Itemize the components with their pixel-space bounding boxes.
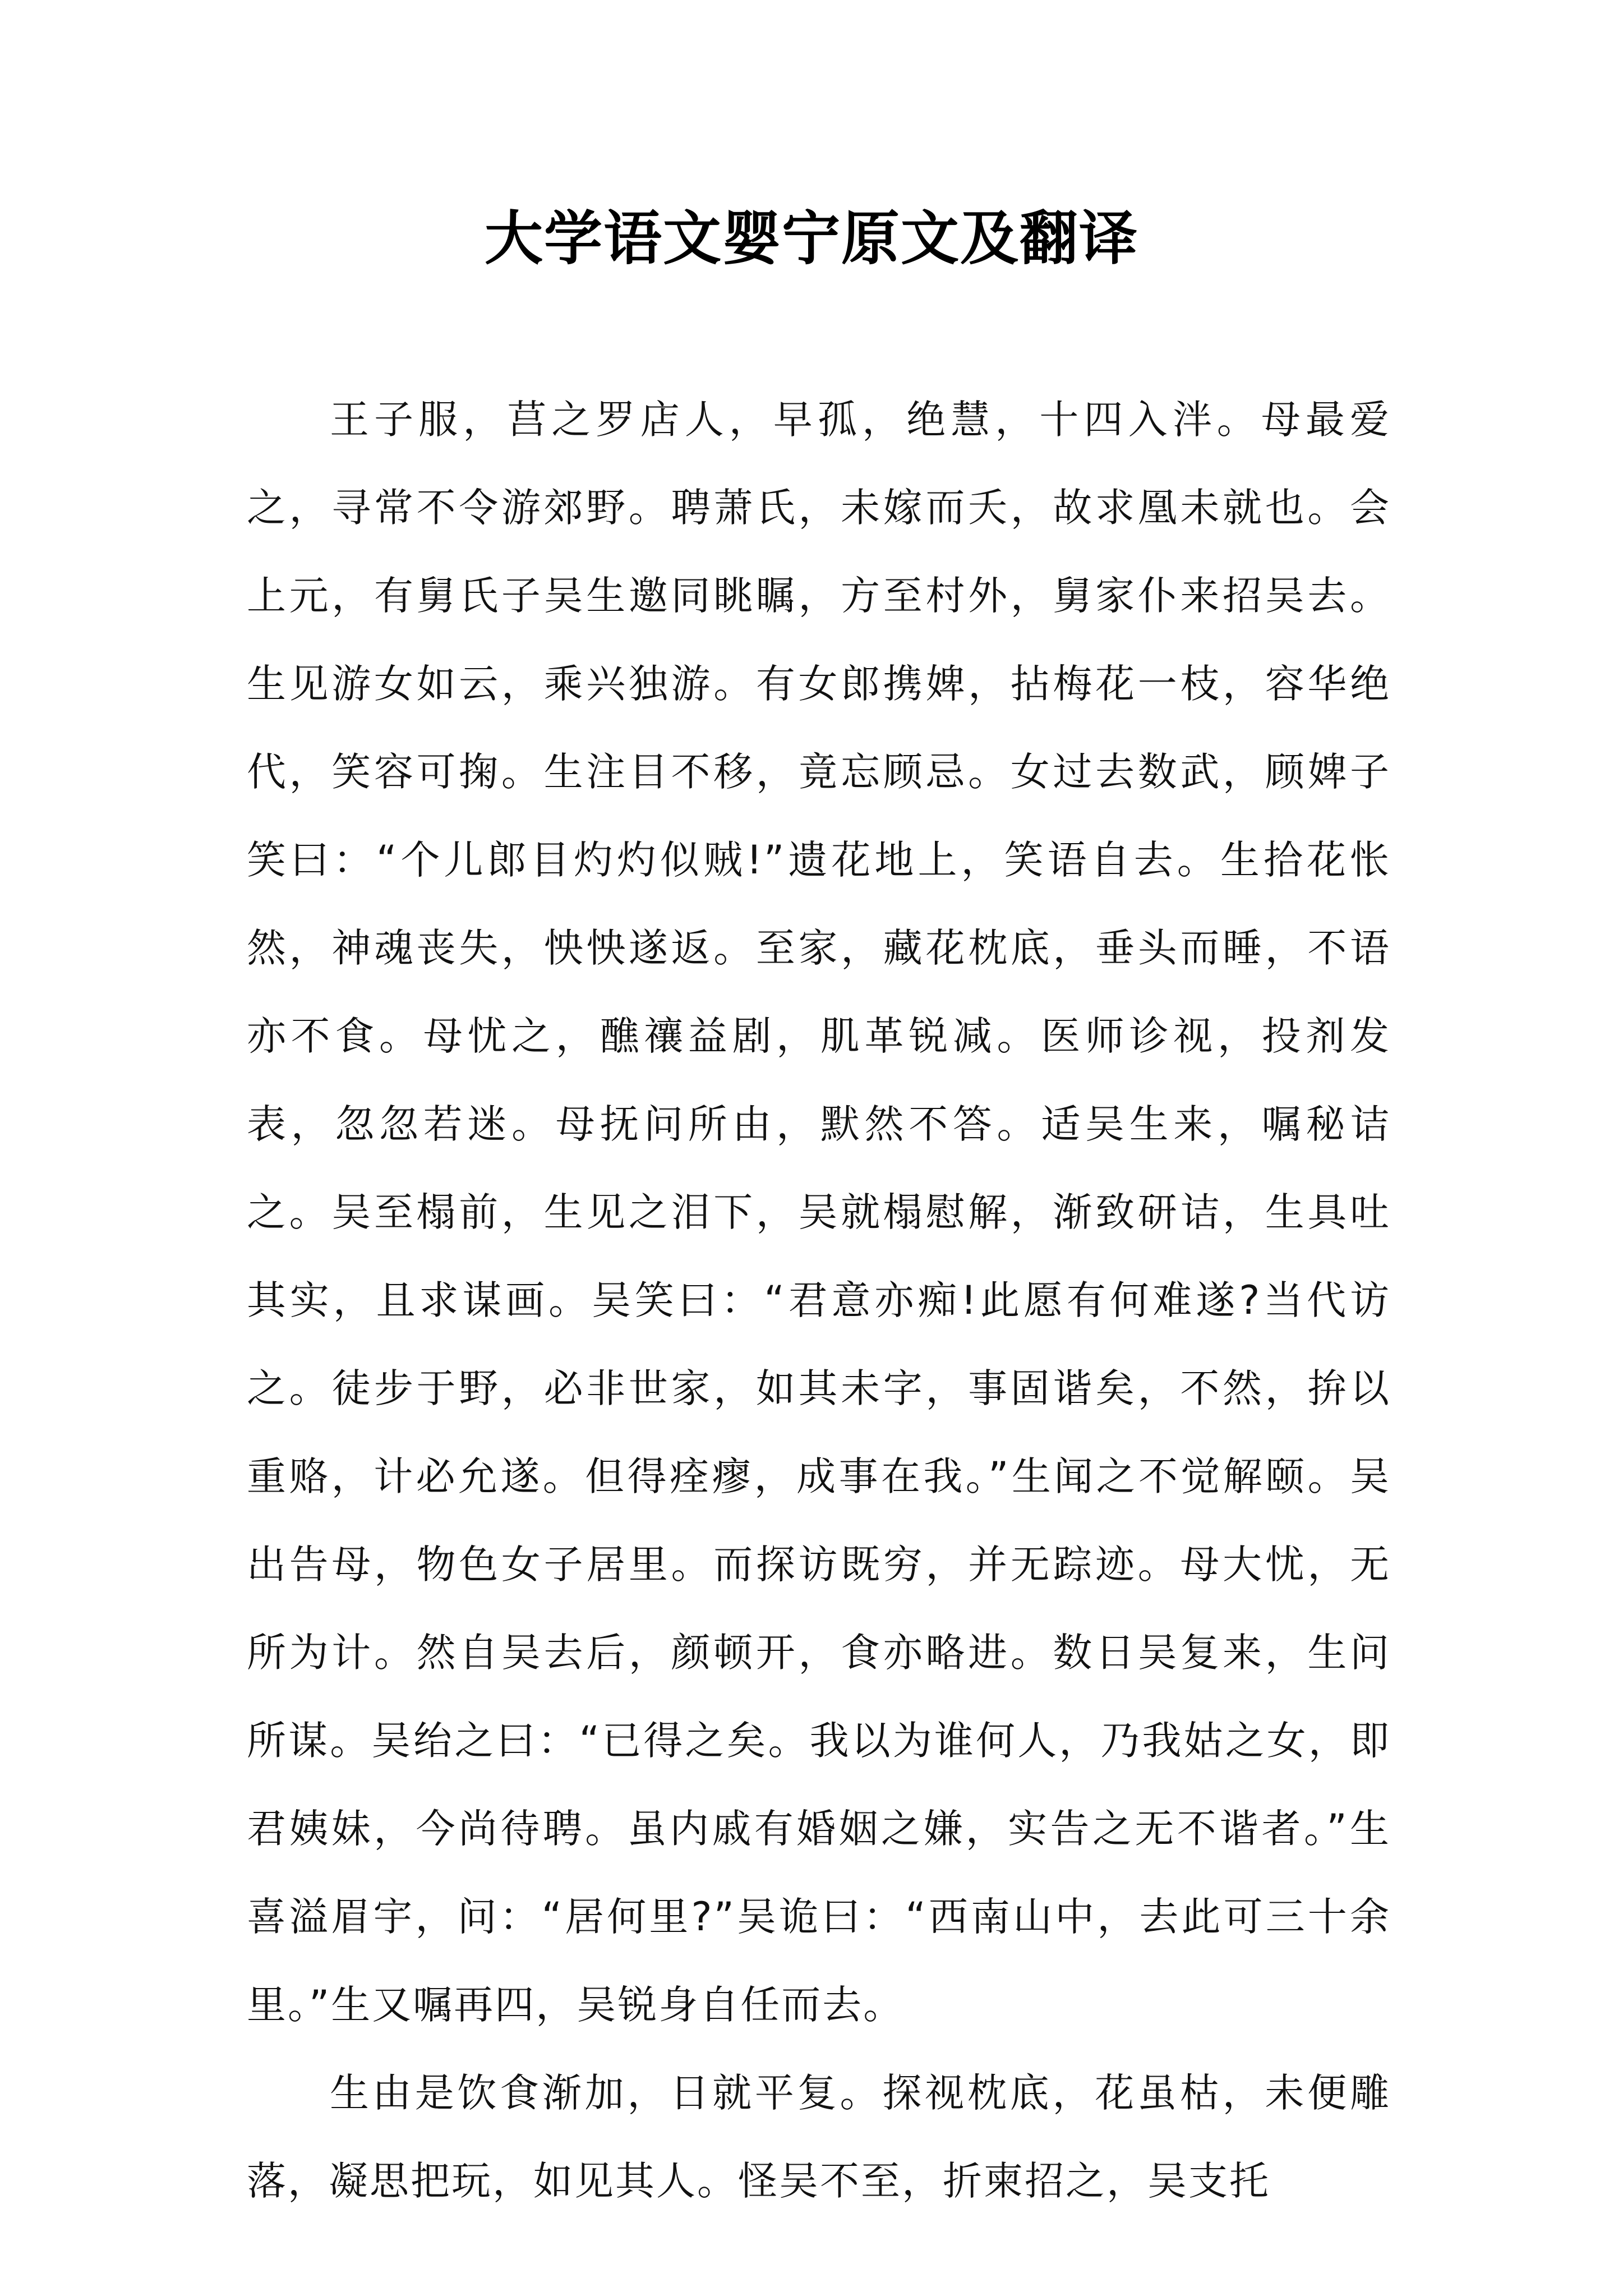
document-title: 大学语文婴宁原文及翻译	[484, 204, 1138, 273]
paragraph-1: 王子服，莒之罗店人，早孤，绝慧，十四入泮。母最爱之，寻常不令游郊野。聘萧氏，未嫁而夭，故求凰未就也。会上元，有舅氏子吴生邀同眺瞩，方至村外，舅家仆来招吴去。生见游女如云，乘兴独游。有女郎携婢，拈梅花一枝，容华绝代，笑容可掬。生注目不移，竟忘顾忌。女过去数武，顾婢子笑曰：“个儿郎目灼灼似贼!”遗花地上，笑语自去。生拾花怅然，神魂丧失，怏怏遂返。至家，藏花枕底，垂头而睡，不语亦不食。母忧之，醮禳益剧，肌革锐减。医师诊视，投剂发表，忽忽若迷。母抚问所由，默然不答。适吴生来，嘱秘诘之。吴至榻前，生见之泪下，吴就榻慰解，渐致研诘，生具吐其实，且求谋画。吴笑曰：“君意亦痴!此愿有何难遂?当代访之。徒步于野，必非世家，如其未字，事固谐矣，不然，拚以重赂，计必允遂。但得痊瘳，成事在我。”生闻之不觉解颐。吴出告母，物色女子居里。而探访既穷，并无踪迹。母大忧，无所为计。然自吴去后，颜顿开，食亦略进。数日吴复来，生问所谋。吴绐之曰：“已得之矣。我以为谁何人，乃我姑之女，即君姨妹，今尚待聘。虽内戚有婚姻之嫌，实告之无不谐者。”生喜溢眉宇，问：“居何里?”吴诡曰：“西南山中，去此可三十余里。”生又嘱再四，吴锐身自任而去。	[247, 397, 1391, 2028]
paragraph-2: 生由是饮食渐加，日就平复。探视枕底，花虽枯，未便雕落，凝思把玩，如见其人。怪吴不至，折柬招之，吴支托	[247, 2070, 1391, 2204]
document-body	[247, 376, 1391, 2225]
